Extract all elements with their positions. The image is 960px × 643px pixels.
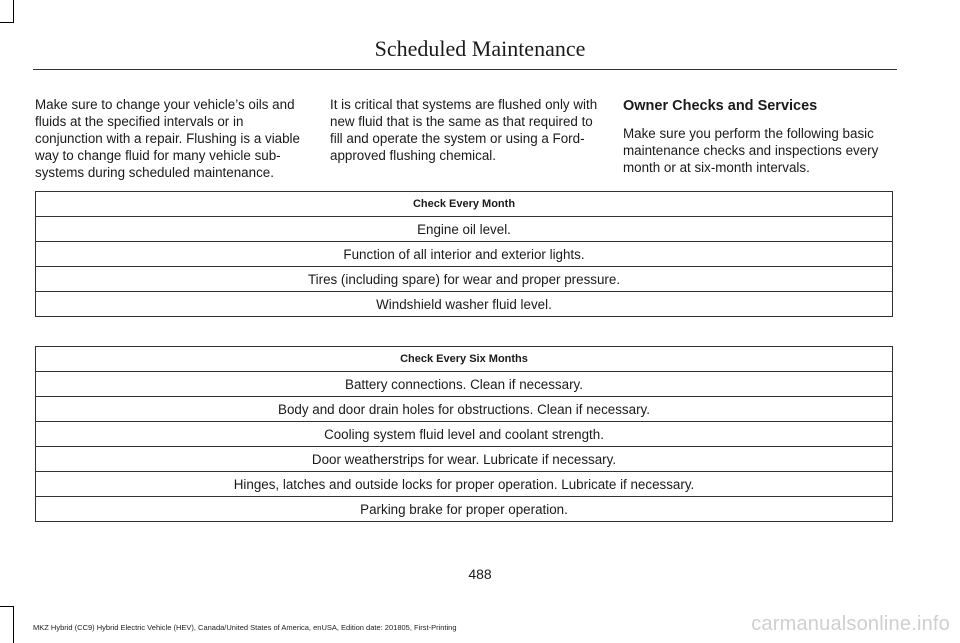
watermark: carmanualsonline.info (751, 613, 950, 635)
page-number: 488 (468, 566, 492, 582)
table-cell: Tires (including spare) for wear and proper pressure. (36, 267, 893, 292)
table-row (36, 217, 893, 242)
crop-mark-bottom-left-h (0, 606, 14, 607)
table-row (36, 447, 893, 472)
table-header-row (36, 347, 893, 372)
table-row (36, 497, 893, 522)
table-cell: Battery connections. Clean if necessary. (36, 372, 893, 397)
table-row (36, 242, 893, 267)
table-cell: Body and door drain holes for obstructions. Clean if necessary. (36, 397, 893, 422)
table-cell: Door weatherstrips for wear. Lubricate if necessary. (36, 447, 893, 472)
page-title: Scheduled Maintenance (374, 36, 586, 61)
six-month-checks-table (35, 346, 893, 522)
section-paragraph: Make sure you perform the following basic maintenance checks and inspections every month or at six-month intervals. (623, 126, 879, 175)
crop-mark-top-left-h (0, 22, 14, 23)
table-row (36, 372, 893, 397)
crop-mark-top-left-v (13, 0, 14, 22)
crop-mark-bottom-left-v (13, 606, 14, 643)
table-row (36, 397, 893, 422)
table-header: Check Every Month (36, 192, 893, 217)
table-row (36, 267, 893, 292)
intro-column-2 (330, 96, 602, 164)
intro-paragraph-2: It is critical that systems are flushed only with new fluid that is the same as that required to fill and operate the system or using a Ford-approved flushing chemical. (330, 97, 598, 163)
table-row (36, 292, 893, 317)
monthly-checks-table (35, 191, 893, 317)
table-cell: Windshield washer fluid level. (36, 292, 893, 317)
intro-paragraph-1: Make sure to change your vehicle’s oils and fluids at the specified intervals or in conjunction with a repair. Flushing is a viable way to change fluid for many vehicle sub-systems during scheduled maintenance. (35, 97, 300, 180)
table-row (36, 472, 893, 497)
table-header-row (36, 192, 893, 217)
table-cell: Engine oil level. (36, 217, 893, 242)
intro-column-3 (623, 96, 895, 176)
table-cell: Function of all interior and exterior lights. (36, 242, 893, 267)
section-heading: Owner Checks and Services (623, 98, 818, 114)
table-row (36, 422, 893, 447)
intro-column-1 (35, 96, 307, 181)
table-cell: Cooling system fluid level and coolant strength. (36, 422, 893, 447)
table-header: Check Every Six Months (36, 347, 893, 372)
footer-info: MKZ Hybrid (CC9) Hybrid Electric Vehicle (HEV), Canada/United States of America, enUSA, Edition date: 201805, First-Printing (33, 623, 457, 632)
table-cell: Parking brake for proper operation. (36, 497, 893, 522)
table-cell: Hinges, latches and outside locks for proper operation. Lubricate if necessary. (36, 472, 893, 497)
title-divider (33, 69, 897, 70)
